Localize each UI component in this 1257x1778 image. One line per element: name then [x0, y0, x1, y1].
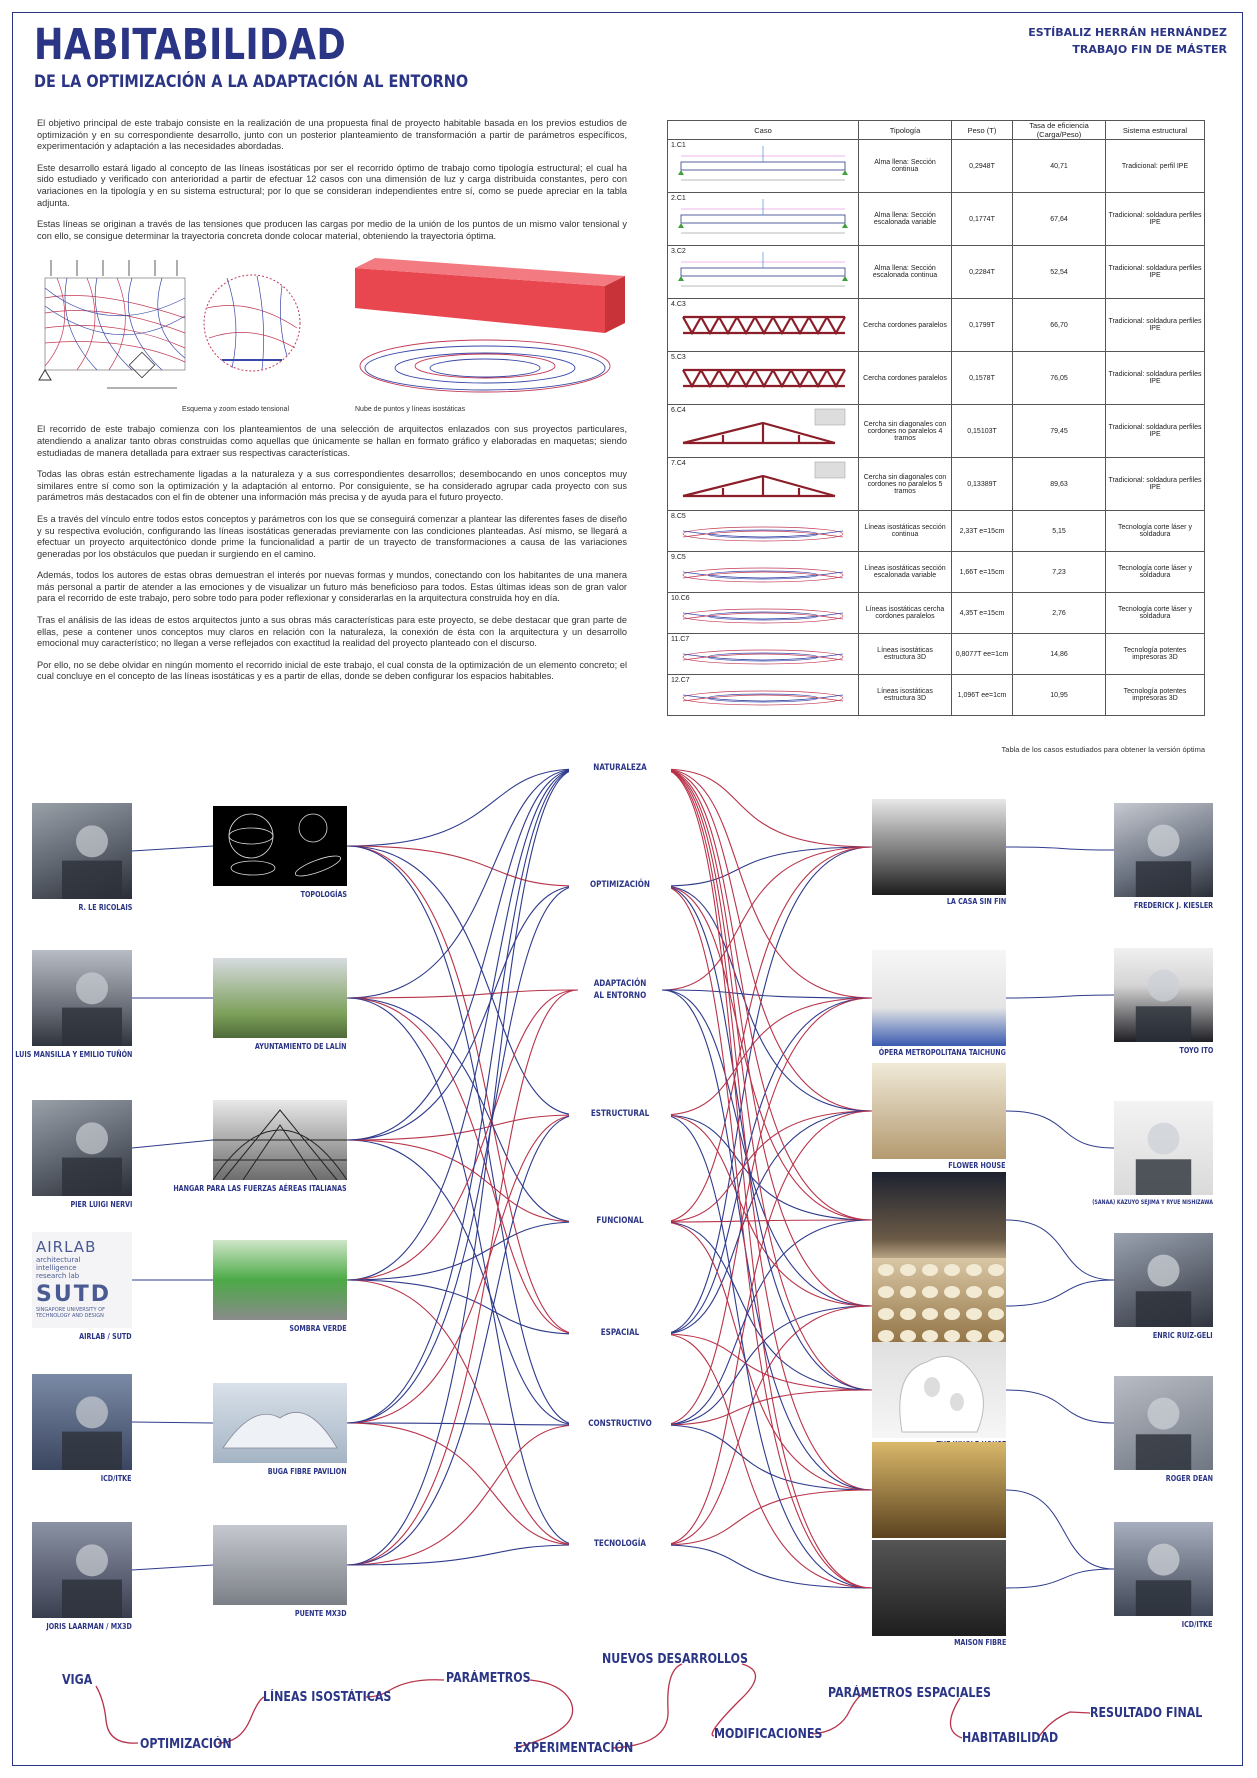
project-photo — [872, 1063, 1006, 1159]
cell-tasa: 10,95 — [1013, 675, 1106, 716]
cell-tasa: 52,54 — [1013, 246, 1106, 299]
poster-subtitle: DE LA OPTIMIZACIÓN A LA ADAPTACIÓN AL ENTORNO — [34, 72, 469, 92]
concept-node: TECNOLOGÍA — [569, 1539, 671, 1549]
cell-peso: 0,15103T — [952, 405, 1013, 458]
intro-figures — [37, 258, 627, 418]
flow-step: OPTIMIZACIÓN — [140, 1737, 232, 1752]
case-cell — [668, 675, 859, 716]
cell-tasa: 76,05 — [1013, 352, 1106, 405]
table-row — [668, 405, 1205, 458]
project-photo — [872, 1342, 1006, 1438]
point-cloud-render — [355, 258, 625, 403]
cell-tasa: 67,64 — [1013, 193, 1106, 246]
case-cell — [668, 634, 859, 675]
project-label: LA CASA SIN FIN — [946, 897, 1006, 906]
table-row — [668, 246, 1205, 299]
column-header: Caso — [668, 121, 859, 140]
flow-step: NUEVOS DESARROLLOS — [602, 1652, 749, 1667]
cell-sistema: Tradicional: soldadura perfiles IPE — [1106, 458, 1205, 511]
concept-node: OPTIMIZACIÓN — [569, 880, 671, 890]
project-label: PUENTE MX3D — [295, 1609, 347, 1618]
cell-tipologia: Líneas isostáticas sección escalonada variable — [859, 552, 952, 593]
case-id: 7.C4 — [671, 460, 686, 467]
architect-photo — [1114, 803, 1213, 897]
case-cell — [668, 299, 859, 352]
case-cell — [668, 458, 859, 511]
case-id: 6.C4 — [671, 407, 686, 414]
cell-tipologia: Alma llena: Sección escalonada variable — [859, 193, 952, 246]
table-row — [668, 299, 1205, 352]
cell-peso: 0,1578T — [952, 352, 1013, 405]
intro-paragraph: Por ello, no se debe olvidar en ningún momento el recorrido inicial de este trabajo, el cual consta de la optimización de un elemento concreto; el cual concluye en el concepto de las líneas isostáticas y es a partir de ellas, donde se deben configurar los espacios habitables. — [37, 659, 627, 682]
case-cell — [668, 511, 859, 552]
project-label: ÓPERA METROPOLITANA TAICHUNG — [878, 1048, 1006, 1057]
concept-node: NATURALEZA — [569, 763, 671, 773]
case-id: 2.C1 — [671, 195, 686, 202]
cell-sistema: Tecnología corte láser y soldadura — [1106, 511, 1205, 552]
case-id: 4.C3 — [671, 301, 686, 308]
architect-label: ICD/ITKE — [101, 1474, 132, 1483]
cell-sistema: Tradicional: soldadura perfiles IPE — [1106, 352, 1205, 405]
table-row — [668, 593, 1205, 634]
case-id: 3.C2 — [671, 248, 686, 255]
architect-label: AIRLAB / SUTD — [79, 1332, 132, 1341]
cell-sistema: Tecnología potentes impresoras 3D — [1106, 634, 1205, 675]
table-row — [668, 634, 1205, 675]
sutd-logo-text: SUTD — [36, 1282, 111, 1307]
flow-step: HABITABILIDAD — [962, 1731, 1059, 1746]
cell-sistema: Tecnología corte láser y soldadura — [1106, 552, 1205, 593]
table-caption: Tabla de los casos estudiados para obtener la versión óptima — [1001, 745, 1205, 754]
project-label: HANGAR PARA LAS FUERZAS AÉREAS ITALIANAS — [173, 1184, 347, 1193]
cell-tasa: 7,23 — [1013, 552, 1106, 593]
cell-peso: 0,1774T — [952, 193, 1013, 246]
architect-label: PIER LUIGI NERVI — [70, 1200, 132, 1209]
cell-tipologia: Líneas isostáticas cercha cordones paralelos — [859, 593, 952, 634]
concept-node: ADAPTACIÓN AL ENTORNO — [590, 978, 650, 1002]
case-cell — [668, 193, 859, 246]
flow-step: RESULTADO FINAL — [1090, 1706, 1203, 1721]
cell-tasa: 40,71 — [1013, 140, 1106, 193]
cell-tipologia: Alma llena: Sección escalonada continua — [859, 246, 952, 299]
cell-tipologia: Cercha sin diagonales con cordones no paralelos 4 tramos — [859, 405, 952, 458]
table-row — [668, 140, 1205, 193]
column-header: Tipología — [859, 121, 952, 140]
cell-sistema: Tradicional: perfil IPE — [1106, 140, 1205, 193]
cell-peso: 0,13389T — [952, 458, 1013, 511]
column-header: Sistema estructural — [1106, 121, 1205, 140]
table-row — [668, 352, 1205, 405]
architect-photo — [32, 1374, 132, 1470]
table-row — [668, 552, 1205, 593]
case-cell — [668, 352, 859, 405]
flow-step: LÍNEAS ISOSTÁTICAS — [263, 1690, 392, 1705]
case-cell — [668, 593, 859, 634]
cell-peso: 0,2948T — [952, 140, 1013, 193]
project-photo — [872, 1172, 1006, 1268]
case-cell — [668, 405, 859, 458]
case-cell — [668, 552, 859, 593]
cell-sistema: Tradicional: soldadura perfiles IPE — [1106, 246, 1205, 299]
cell-peso: 1,66T e=15cm — [952, 552, 1013, 593]
cell-tipologia: Alma llena: Sección continua — [859, 140, 952, 193]
architect-photo — [1114, 1376, 1213, 1470]
project-photo — [213, 1525, 347, 1605]
architect-photo — [32, 950, 132, 1046]
cell-sistema: Tradicional: soldadura perfiles IPE — [1106, 299, 1205, 352]
project-label: AYUNTAMIENTO DE LALÍN — [255, 1042, 347, 1051]
project-photo — [213, 958, 347, 1038]
project-photo — [872, 1540, 1006, 1636]
author-name: ESTÍBALIZ HERRÁN HERNÁNDEZ — [1028, 26, 1227, 39]
architect-photo — [1114, 948, 1213, 1042]
cell-tipologia: Líneas isostáticas estructura 3D — [859, 634, 952, 675]
flow-step: EXPERIMENTACIÓN — [515, 1741, 634, 1756]
cell-tasa: 5,15 — [1013, 511, 1106, 552]
intro-paragraph: Tras el análisis de las ideas de estos arquitectos junto a sus obras más características para este proyecto, se debe destacar que gran parte de ellas, pese a contener unos conceptos muy claros en relación con la naturaleza, la conexión de ésta con la arquitectura y un desarrollo emocional muy característico; no llegan a verse reflejados con exactitud la realidad del proyecto planteado con el discurso. — [37, 615, 627, 649]
cell-sistema: Tecnología corte láser y soldadura — [1106, 593, 1205, 634]
work-type: TRABAJO FIN DE MÁSTER — [1072, 43, 1227, 56]
architect-photo — [32, 1232, 132, 1328]
architect-label: (SANAA) KAZUYO SEJIMA Y RYUE NISHIZAWA — [1092, 1199, 1213, 1206]
cell-peso: 0,1799T — [952, 299, 1013, 352]
project-photo — [872, 1258, 1006, 1354]
architect-photo — [1114, 1233, 1213, 1327]
case-id: 5.C3 — [671, 354, 686, 361]
architect-photo — [32, 1522, 132, 1618]
project-label: TOPOLOGÍAS — [300, 890, 347, 899]
airlab-logo-subtext: architectural intelligence research lab — [36, 1256, 81, 1280]
table-row — [668, 675, 1205, 716]
cell-peso: 2,33T e=15cm — [952, 511, 1013, 552]
project-photo — [213, 1100, 347, 1180]
architect-photo — [1114, 1522, 1213, 1616]
author-block — [1028, 24, 1227, 58]
project-label: FLOWER HOUSE — [948, 1161, 1006, 1170]
project-label: MAISON FIBRE — [953, 1638, 1006, 1647]
architect-label: FREDERICK J. KIESLER — [1133, 901, 1213, 910]
case-id: 8.C5 — [671, 513, 686, 520]
concept-node: ESTRUCTURAL — [569, 1109, 671, 1119]
cases-table — [667, 120, 1205, 716]
architect-label: ROGER DEAN — [1165, 1474, 1213, 1483]
intro-paragraph: Todas las obras están estrechamente ligadas a la naturaleza y a sus correspondientes desarrollos; desembocando en unos conceptos muy similares entre sí como son la optimización y la adaptación al entorno. Por consiguiente, se ha considerado agrupar cada proyecto con sus parámetros más destacados con el fin de obtener una información más precisa y de ayuda para el futuro proyecto. — [37, 469, 627, 503]
flow-step: PARÁMETROS — [446, 1671, 531, 1686]
table-row — [668, 511, 1205, 552]
airlab-logo-text: AIRLAB — [36, 1238, 97, 1256]
project-photo — [213, 806, 347, 886]
project-photo — [213, 1383, 347, 1463]
poster-title: HABITABILIDAD — [34, 20, 347, 70]
table-row — [668, 458, 1205, 511]
architect-photo — [1114, 1101, 1213, 1195]
cell-tasa: 79,45 — [1013, 405, 1106, 458]
cell-tasa: 66,70 — [1013, 299, 1106, 352]
architect-label: JORIS LAARMAN / MX3D — [46, 1622, 132, 1631]
stress-diagram — [37, 258, 197, 403]
cell-peso: 0,2284T — [952, 246, 1013, 299]
intro-paragraph: Además, todos los autores de estas obras demuestran el interés por nuevas formas y mundos, conectando con los habitantes de una manera más personal a partir de atender a las emociones y de visualizar un futuro más beneficioso para todos. Estas últimas ideas son de gran valor para el recorrido de este trabajo, pero sobre todo para poder reflexionar y considerarlas en la arquitectura construida hoy en día. — [37, 570, 627, 604]
project-photo — [872, 1442, 1006, 1538]
table-header-row — [668, 121, 1205, 140]
figure-caption: Esquema y zoom estado tensional — [182, 406, 290, 413]
cell-peso: 4,35T e=15cm — [952, 593, 1013, 634]
concept-node: FUNCIONAL — [569, 1216, 671, 1226]
project-label: BUGA FIBRE PAVILION — [268, 1467, 347, 1476]
intro-paragraph: El recorrido de este trabajo comienza con los planteamientos de una selección de arquitectos enlazados con sus proyectos particulares, atendiendo a analizar tanto obras construidas como aquellas que únicamente se hallan en formato gráfico y elaboradas en maquetas; siendo estudiadas de manera detallada para extraer sus respectivas características. — [37, 424, 627, 458]
case-id: 1.C1 — [671, 142, 686, 149]
concept-node: ESPACIAL — [569, 1328, 671, 1338]
architect-photo — [32, 1100, 132, 1196]
sutd-logo-subtext: SINGAPORE UNIVERSITY OF TECHNOLOGY AND DESIGN — [36, 1307, 105, 1319]
project-photo — [872, 950, 1006, 1046]
cell-peso: 0,8077T ee=1cm — [952, 634, 1013, 675]
architect-label: R. LE RICOLAIS — [78, 903, 132, 912]
flow-step: PARÁMETROS ESPACIALES — [828, 1686, 991, 1701]
architect-label: ICD/ITKE — [1182, 1620, 1213, 1629]
concept-node: CONSTRUCTIVO — [569, 1419, 671, 1429]
stress-zoom-circle — [197, 268, 307, 378]
table-row — [668, 193, 1205, 246]
cell-sistema: Tradicional: soldadura perfiles IPE — [1106, 193, 1205, 246]
column-header: Peso (T) — [952, 121, 1013, 140]
column-header: Tasa de eficiencia (Carga/Peso) — [1013, 121, 1106, 140]
project-photo — [872, 799, 1006, 895]
architect-label: LUIS MANSILLA Y EMILIO TUÑÓN — [14, 1050, 132, 1059]
flow-step: VIGA — [62, 1673, 93, 1688]
cell-tasa: 2,76 — [1013, 593, 1106, 634]
project-label: SOMBRA VERDE — [289, 1324, 347, 1333]
case-cell — [668, 140, 859, 193]
intro-paragraph: El objetivo principal de este trabajo consiste en la realización de una propuesta final de proyecto habitable basada en los previos estudios de optimización y en su correspondiente desarrollo, junto con un posterior planteamiento de transformación a partir de parámetros específicos, experimentación y adaptación a las necesidades abordadas. — [37, 118, 627, 152]
case-id: 9.C5 — [671, 554, 686, 561]
intro-paragraph: Es a través del vínculo entre todos estos conceptos y parámetros con los que se conseguirá comenzar a plantear las diferentes fases de diseño y su respectiva evolución, configurando las líneas isostáticas generadas previamente con las condiciones planteadas. Así mismo, se llegará a efectuar un proyecto arquitectónico donde prime la funcionalidad a partir de un trayecto de transformaciones a causa de las variaciones generadas por los obstáculos que puedan ir surgiendo en el camino. — [37, 513, 627, 559]
cell-tipologia: Cercha cordones paralelos — [859, 299, 952, 352]
case-id: 11.C7 — [671, 636, 690, 643]
cell-tipologia: Cercha cordones paralelos — [859, 352, 952, 405]
intro-paragraph: Este desarrollo estará ligado al concepto de las líneas isostáticas por ser el recorrido óptimo de trabajo como tipología estructural; el cual ha sido estudiado y verificado con anterioridad a partir de efectuar 12 casos con una dimensión de luz y carga distribuida constantes, pero con variaciones en la tipología y en su sistema estructural; por lo que se consideran independientes entre sí, como se puede apreciar en la tabla adjunta. — [37, 162, 627, 208]
project-photo — [213, 1240, 347, 1320]
cell-tasa: 89,63 — [1013, 458, 1106, 511]
flow-step: MODIFICACIONES — [714, 1727, 823, 1742]
cell-sistema: Tecnología potentes impresoras 3D — [1106, 675, 1205, 716]
architect-label: ENRIC RUIZ-GELI — [1153, 1331, 1213, 1340]
cell-peso: 1,096T ee=1cm — [952, 675, 1013, 716]
intro-paragraph: Estas líneas se originan a través de las tensiones que producen las cargas por medio de la unión de los puntos de un mismo valor tensional y con ello, se consigue determinar la trayectoria concreta donde colocar material, obteniendo la trayectoria óptima. — [37, 219, 627, 241]
case-id: 10.C6 — [671, 595, 690, 602]
architect-label: TOYO ITO — [1179, 1046, 1213, 1055]
cell-tasa: 14,86 — [1013, 634, 1106, 675]
case-cell — [668, 246, 859, 299]
cell-sistema: Tradicional: soldadura perfiles IPE — [1106, 405, 1205, 458]
figure-caption: Nube de puntos y líneas isostáticas — [355, 406, 466, 413]
case-id: 12.C7 — [671, 677, 690, 684]
architect-photo — [32, 803, 132, 899]
cell-tipologia: Líneas isostáticas sección continua — [859, 511, 952, 552]
cell-tipologia: Líneas isostáticas estructura 3D — [859, 675, 952, 716]
cell-tipologia: Cercha sin diagonales con cordones no paralelos 5 tramos — [859, 458, 952, 511]
